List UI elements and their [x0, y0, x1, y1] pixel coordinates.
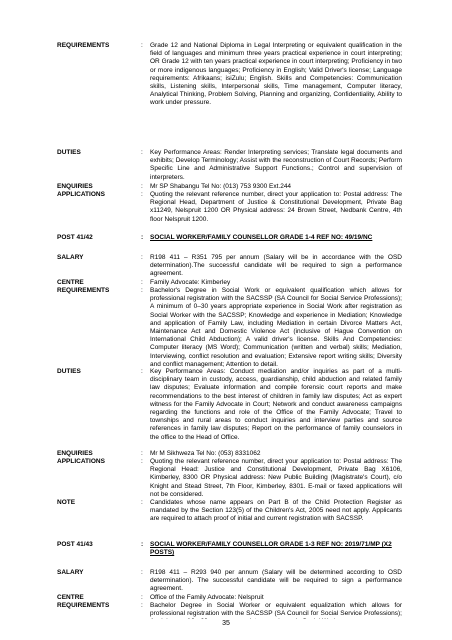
post-title: SOCIAL WORKER/FAMILY COUNSELLOR GRADE 1-4 REF NO: 49/19/NC	[150, 234, 373, 241]
duties-text: Key Performance Areas: Render Interpreting services; Translate legal documents and exhibits; Develop Terminology; Assist with the reconstruction of Court Records; Perform Specific Line and Administrative Support Functions.; Control and supervision of interpreters.	[150, 149, 402, 181]
colon: :	[141, 569, 143, 576]
post-number: POST 41/43	[57, 541, 93, 548]
requirements-label: REQUIREMENTS	[57, 42, 110, 49]
applications-text: Quoting the relevant reference number, direct your application to: Postal address: The Regional Head: Justice and Constitutional Development, Private Bag X6106, Kimberley, 8300 OR Physical address: New Public Building (Magistrate's Court), c/o Knight and Stead Street, 7th Floor, Kimberley, 8301. E-mail or faxed applications will not be considered.	[150, 458, 402, 498]
colon: :	[141, 42, 143, 49]
colon: :	[141, 279, 143, 286]
colon: :	[141, 602, 143, 609]
enquiries-label: ENQUIRIES	[57, 450, 93, 457]
enquiries-label: ENQUIRIES	[57, 183, 93, 190]
colon: :	[141, 149, 143, 156]
enquiries-text: Mr M Sikhweza Tel No: (053) 8331062	[150, 450, 261, 457]
requirements-text: Bachelor's Degree in Social Work or equivalent qualification which allows for professional registration with the SACSSP (SA Council for Social Service Professions); A minimum of 0–30 years appropriate experience in Social Work after registration as Social Worker with the SACSSP; Knowledge and experience in Mediation; Knowledge and application of Family Law, including Mediation in certain Divorce Matters Act, Maintenance Act and Domestic Violence Act (inclusive of Hague Convention on International Child Abduction); A valid driver's license. Skills And Competencies: Computer literacy (MS Word); Communication (written and verbal) skills; Mediation, Interviewing, conflict resolution and evaluation; Extensive report writing skills; Diversity and conflict management; Attention to detail.	[150, 287, 402, 368]
colon: :	[141, 191, 143, 198]
requirements-label: REQUIREMENTS	[57, 602, 110, 609]
requirements-text: Bachelor Degree in Social Worker or equivalent equalization which allows for professional registration with the SACSSP (SA Council for Social Service Professions);	[150, 602, 402, 618]
applications-label: APPLICATIONS	[57, 191, 105, 198]
duties-label: DUTIES	[57, 368, 81, 375]
colon: :	[141, 183, 143, 190]
centre-text: Family Advocate: Kimberley	[150, 279, 231, 286]
colon: :	[141, 287, 143, 294]
post-number: POST 41/42	[57, 234, 93, 241]
colon: :	[141, 254, 143, 261]
salary-label: SALARY	[57, 569, 84, 576]
duties-text: Key Performance Areas: Conduct mediation and/or inquiries as part of a multi-disciplinary team in custody, access, guardianship, child abduction and related family law disputes; Evaluate information and compile forensic court reports and make recommendations to the best interest of children in family law disputes; Act as expert witness for the Family Advocate in Court; Network and conduct awareness campaigns regarding the functions and role of the Office of the Family Advocate; Travel to townships and rural areas to conduct inquiries and interview parties and source references in family law disputes; Report on the performance of family counselors in the office to the Head of Office.	[150, 368, 402, 441]
centre-label: CENTRE	[57, 594, 84, 601]
requirements-text: Grade 12 and National Diploma in Legal Interpreting or equivalent qualification in the field of languages and minimum three years practical experience in court interpreting; OR Grade 12 with ten years practical experience in court interpreting; Proficiency in two or more indigenous languages; Proficiency in English; Valid Driver's license; Language requirements: Afrikaans; isiZulu; English. Skills and Competencies: Communication skills, Listening skills, Interpersonal skills, Time management, Computer literacy, Analytical Thinking, Problem Solving, Planning and organizing, Confidentiality, Ability to work under pressure.	[150, 42, 402, 107]
colon: :	[141, 594, 143, 601]
centre-label: CENTRE	[57, 279, 84, 286]
duties-label: DUTIES	[57, 149, 81, 156]
colon: :	[141, 368, 143, 375]
note-label: NOTE	[57, 499, 76, 506]
salary-text: R198 411 – R293 940 per annum (Salary will be determined according to OSD determination). The successful candidate will be required to sign a performance agreement.	[150, 569, 402, 593]
applications-label: APPLICATIONS	[57, 458, 105, 465]
colon: :	[141, 541, 144, 548]
colon: :	[141, 234, 144, 241]
colon: :	[141, 499, 143, 506]
applications-text: Quoting the relevant reference number, direct your application to: Postal address: The Regional Head, Department of Justice & Constitutional Development, Private Bag x11249, Nelspruit 1200 OR Physical address: 24 Brown Street, Nedbank Centre, 4th floor Nelspruit 1200.	[150, 191, 402, 223]
enquiries-text: Mr SP Shabangu Tel No: (013) 753 9300 Ext.244	[150, 183, 292, 190]
note-text: Candidates whose name appears on Part B of the Child Protection Register as mandated by the Section 123(5) of the Children's Act, 2005 need not apply. Applicants are required to attach proof of initial and current registration with SACSSP.	[150, 499, 402, 523]
colon: :	[141, 450, 143, 457]
salary-text: R198 411 – R351 795 per annum (Salary will be in accordance with the OSD determination).The successful candidate will be required to sign a performance agreement.	[150, 254, 402, 278]
colon: :	[141, 458, 143, 465]
requirements-label: REQUIREMENTS	[57, 287, 110, 294]
salary-label: SALARY	[57, 254, 84, 261]
post-title: SOCIAL WORKER/FAMILY COUNSELLOR GRADE 1-3 REF NO: 2019/71/MP (X2 POSTS)	[150, 541, 392, 557]
page-number: 35	[222, 620, 230, 627]
centre-text: Office of the Family Advocate: Nelspruit	[150, 594, 264, 601]
